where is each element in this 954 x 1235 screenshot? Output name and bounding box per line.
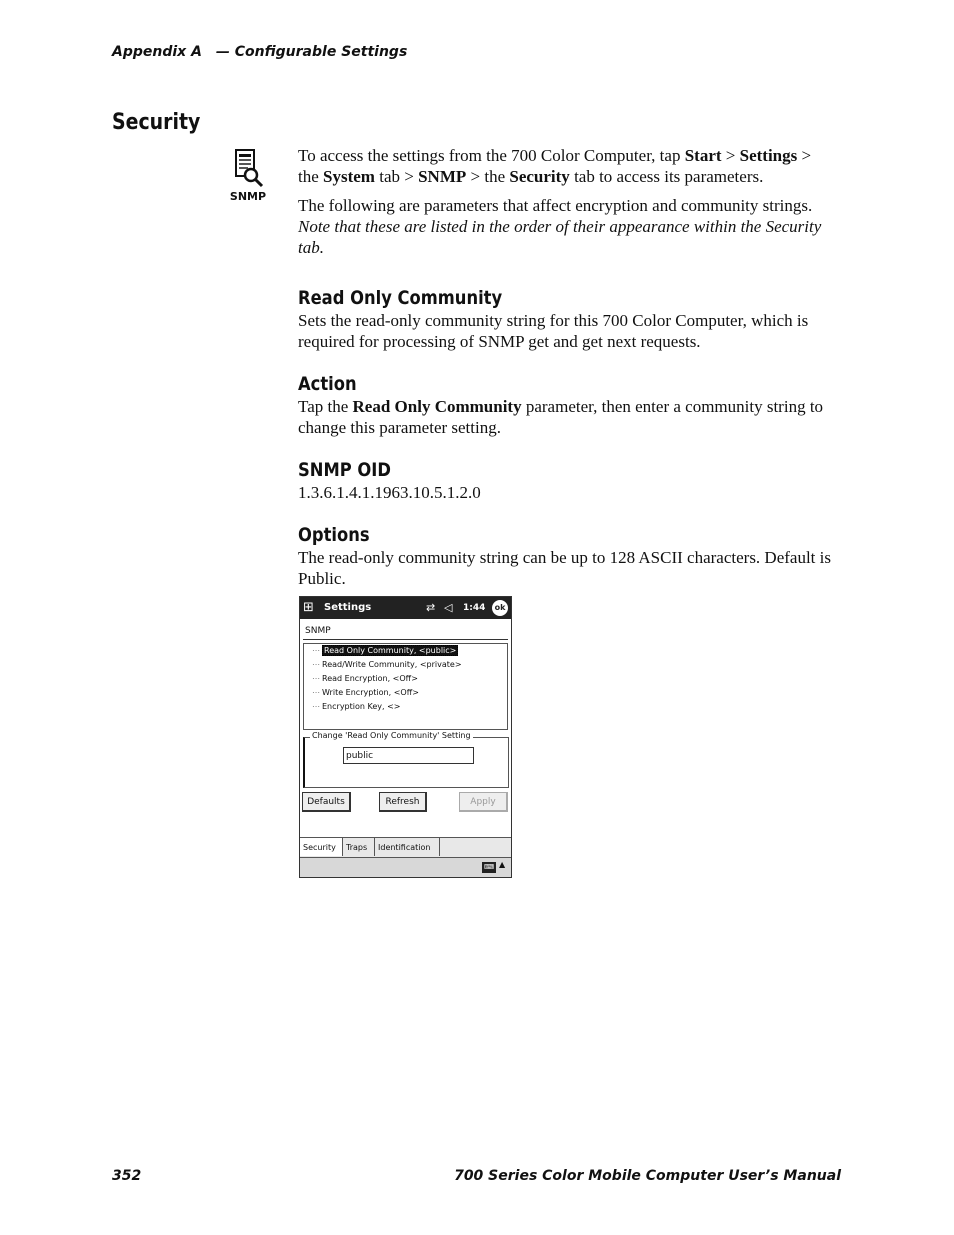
keyboard-icon[interactable]: ⌨ [483, 863, 495, 871]
manual-title: 700 Series Color Mobile Computer User’s Manual [454, 1168, 841, 1184]
setting-groupbox [303, 731, 509, 788]
options-text: The read-only community string can be up to 128 ASCII characters. Default is Public. [298, 548, 831, 588]
action-text [298, 396, 836, 438]
intro-paragraph-1-run: To access the settings from the 700 Color Computer, tap [298, 146, 685, 165]
running-header [112, 44, 407, 60]
ok-button[interactable]: ok [492, 600, 508, 616]
tab-identification[interactable]: Identification [375, 838, 440, 856]
action-heading: Action [298, 373, 357, 395]
action-text-run: parameter, then enter a community string to change this parameter setting. [298, 397, 824, 437]
intro-paragraph-2 [298, 195, 836, 258]
intro-paragraph-1-run: > the [466, 167, 510, 186]
snmp-oid-value: 1.3.6.1.4.1.1963.10.5.1.2.0 [298, 483, 481, 502]
title-bar [300, 597, 511, 619]
action-text-run: Read Only Community [352, 397, 522, 416]
tab-security[interactable]: Security [300, 838, 343, 856]
snmp-icon-label: SNMP [229, 190, 267, 203]
intro-paragraph-1-run: tab > [374, 167, 419, 186]
intro-paragraph-2-run: Note that these are listed in the order of their appearance within the Security tab. [298, 217, 822, 257]
body-text [298, 145, 836, 597]
intro-paragraph-1-run: SNMP [418, 167, 467, 186]
read-only-community-heading: Read Only Community [298, 287, 503, 309]
tab-strip [300, 837, 511, 857]
page-number: 352 [112, 1168, 142, 1184]
options-heading: Options [298, 524, 370, 546]
tab-traps[interactable]: Traps [343, 838, 375, 856]
parameter-tree[interactable] [303, 643, 508, 730]
tree-item-read-write-community[interactable]: ⋯ Read/Write Community, <private> [312, 660, 462, 669]
intro-paragraph-1 [298, 145, 836, 187]
read-only-community-text: Sets the read-only community string for this 700 Color Computer, which is required for processing of SNMP get and get next requests. [298, 311, 809, 351]
groupbox-title: Change 'Read Only Community' Setting [312, 731, 471, 740]
action-text-run: Tap the [298, 397, 353, 416]
clock[interactable]: 1:44 [463, 603, 486, 613]
windows-start-icon[interactable]: ⊞ [303, 600, 314, 615]
pocket-pc-screenshot [299, 596, 512, 878]
tree-item-encryption-key[interactable]: ⋯ Encryption Key, <> [312, 702, 401, 711]
tree-item-read-only-community[interactable]: ⋯ Read Only Community, <public> [312, 646, 457, 655]
intro-paragraph-1-run: > [721, 146, 740, 165]
apply-button[interactable]: Apply [459, 792, 508, 812]
intro-paragraph-1-run: Security [509, 167, 570, 186]
defaults-button[interactable]: Defaults [302, 792, 351, 812]
snmp-oid-heading: SNMP OID [298, 459, 391, 481]
divider [303, 639, 508, 640]
intro-paragraph-1-run: Settings [739, 146, 798, 165]
tree-item-write-encryption[interactable]: ⋯ Write Encryption, <Off> [312, 688, 419, 697]
connectivity-icon[interactable]: ⇄ [426, 601, 436, 614]
header-appendix: Appendix A [112, 44, 202, 60]
intro-paragraph-1-run: > the [298, 146, 812, 186]
intro-paragraph-1-run: tab to access its parameters. [569, 167, 764, 186]
volume-icon[interactable]: ◁ [444, 601, 453, 614]
intro-paragraph-2-run: The following are parameters that affect encryption and community strings. [298, 196, 813, 215]
header-section: — Configurable Settings [215, 44, 408, 60]
section-title: Security [112, 110, 201, 135]
page-label: SNMP [305, 626, 331, 636]
window-title: Settings [324, 602, 372, 613]
intro-paragraph-1-run: System [323, 167, 375, 186]
snmp-icon [228, 148, 268, 208]
tree-item-read-encryption[interactable]: ⋯ Read Encryption, <Off> [312, 674, 418, 683]
input-panel-arrow-icon[interactable]: ▲ [499, 860, 506, 869]
refresh-button[interactable]: Refresh [379, 792, 427, 812]
community-string-input[interactable]: public [343, 747, 474, 764]
intro-paragraph-1-run: Start [684, 146, 722, 165]
menu-bar [300, 857, 511, 878]
